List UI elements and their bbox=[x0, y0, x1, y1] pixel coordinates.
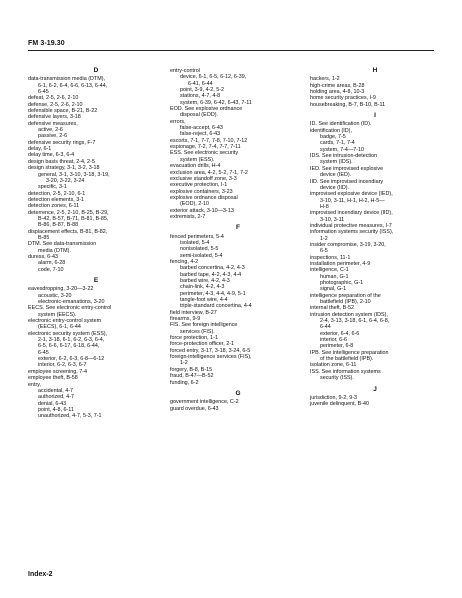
index-subentry: cards, 7-1, 7-4 bbox=[320, 140, 355, 147]
index-subentry: of the battlefield (IPB). bbox=[320, 356, 374, 363]
index-entry: force protection, 1-1 bbox=[170, 335, 218, 342]
index-entry: detection elements, 3-1 bbox=[28, 196, 85, 203]
index-subentry: stations, 4-7, 4-8 bbox=[180, 93, 221, 100]
section-letter: I bbox=[374, 112, 376, 120]
index-subentry: barbed concertina, 4-2, 4-3 bbox=[180, 265, 245, 272]
index-subentry: passive, 2-6 bbox=[38, 133, 68, 140]
index-entry: defensive layers, 3-18 bbox=[28, 114, 81, 121]
index-entry: fenced perimeters, 5-4 bbox=[170, 233, 224, 240]
index-entry: intelligence, C-1 bbox=[310, 267, 349, 274]
index-subentry: point, 3-9, 4-2, 5-2 bbox=[180, 87, 225, 94]
index-entry: displacement effects, B-81, B-82, bbox=[28, 228, 108, 235]
index-entry: executive protection, I-1 bbox=[170, 182, 228, 189]
index-entry: exclusive standoff zone, 3-3 bbox=[170, 175, 237, 182]
index-entry: defensible space, B-21, B-22 bbox=[28, 108, 98, 115]
index-subentry: isolated, 5-4 bbox=[180, 239, 210, 246]
index-entry: government intelligence, C-2 bbox=[170, 399, 239, 406]
index-subentry: services (FIS). bbox=[180, 328, 215, 335]
index-subentry: system (IDS). bbox=[320, 159, 353, 166]
index-subentry: tangle-foot wire, 4-4 bbox=[180, 297, 228, 304]
index-entry: foreign-intelligence services (FIS), bbox=[170, 354, 252, 361]
index-entry: funding, 6-2 bbox=[170, 379, 199, 386]
index-subentry: false-accept, 6-43 bbox=[180, 125, 223, 132]
index-subentry: exterior, 6-4, 6-6 bbox=[320, 330, 360, 337]
index-subentry: B-42, B-57, B-71, B-81, B-85, bbox=[38, 215, 109, 222]
index-entry: hackers, 1-2 bbox=[310, 76, 340, 83]
index-subentry: perimeter, 6-8 bbox=[320, 343, 354, 350]
index-entry: ID. See identification (ID). bbox=[310, 121, 372, 128]
index-subentry: system, 6-39, 6-42, 6-43, 7-11 bbox=[180, 99, 252, 106]
index-entry: DTM. See data-transmission bbox=[28, 241, 97, 248]
index-entry: forced entry, 3-17, 3-18, 3-24, 6-5 bbox=[170, 347, 251, 354]
index-subentry: interior, 6-6 bbox=[320, 337, 347, 344]
index-entry: identification (ID), bbox=[310, 127, 352, 134]
index-subentry: 6-5, 6-6, 6-17, 6-18, 6-44, bbox=[38, 343, 100, 350]
index-subentry: acoustic, 3-20 bbox=[38, 292, 72, 299]
index-entry: insider compromise, 3-19, 3-20, bbox=[310, 241, 386, 248]
index-subentry: 6-5 bbox=[320, 248, 328, 255]
index-subentry: photographic, G-1 bbox=[320, 280, 364, 286]
index-entry: employee theft, B-58 bbox=[28, 375, 78, 382]
index-entry: entry-control bbox=[170, 68, 200, 74]
index-subentry: (EOD), 2-10 bbox=[180, 201, 210, 208]
index-subentry: electronic-emanations, 3-20 bbox=[38, 299, 105, 306]
index-entry: eavesdropping, 3-20—3-22 bbox=[28, 286, 94, 293]
index-entry: forgery, B-8, B-15 bbox=[170, 366, 213, 373]
index-subentry: 6-41, 6-44 bbox=[188, 80, 213, 87]
index-subentry: exterior, 6-2, 6-3, 6-8—6-12 bbox=[38, 356, 105, 363]
index-entry: individual protective measures, I-7 bbox=[310, 222, 392, 229]
index-entry: defensive security rings, F-7 bbox=[28, 139, 96, 146]
index-subentry: 6-1, 6-2, 6-4, 6-6, 6-13, 6-44, bbox=[38, 82, 108, 89]
index-entry: duress, 6-43 bbox=[28, 253, 58, 260]
index-entry: delay, 6-1 bbox=[28, 146, 52, 153]
index-entry: field interview, B-27 bbox=[170, 309, 217, 316]
index-subentry: 3-10, 3-11, H-1, H-2, H-5— bbox=[320, 197, 385, 204]
index-entry: high-crime areas, B-28 bbox=[310, 82, 365, 89]
index-subentry: system (EECS). bbox=[38, 311, 77, 318]
index-subentry: system (ESS). bbox=[180, 156, 215, 163]
index-subentry: 2-1, 3-18, 6-1, 6-2, 6-3, 6-4, bbox=[38, 337, 105, 344]
index-subentry: unauthorized, 4-7, 5-3, 7-1 bbox=[38, 413, 102, 420]
index-entry: juvenile delinquent, B-40 bbox=[310, 401, 370, 408]
index-entry: EOD. See explosive ordnance bbox=[170, 106, 243, 113]
index-subentry: nonisolated, 5-5 bbox=[180, 246, 219, 253]
index-entry: ISS. See information systems bbox=[310, 368, 381, 375]
index-subentry: 6-45 bbox=[38, 349, 49, 356]
index-subentry: interior, 6-2, 6-3, 6-7 bbox=[38, 362, 87, 369]
index-subentry: security (ISS). bbox=[320, 375, 354, 382]
index-entry: detection zones, 6-11 bbox=[28, 203, 80, 210]
index-subentry: device, 6-1, 6-5, 6-12, 6-39, bbox=[180, 74, 247, 81]
index-entry: design strategy, 3-1, 3-2, 3-18 bbox=[28, 165, 100, 172]
index-entry: intrusion detection system (IDS), bbox=[310, 311, 388, 318]
section-letter: D bbox=[93, 67, 99, 74]
index-subentry: barbed wire, 4-2, 4-3 bbox=[180, 278, 230, 284]
index-subentry: H-8 bbox=[320, 203, 329, 210]
index-subentry: barbed tape, 4-2, 4-3, 4-4 bbox=[180, 271, 242, 278]
index-entry: IED. See improvised explosive bbox=[310, 165, 384, 172]
index-entry: force-protection officer, 2-1 bbox=[170, 341, 235, 348]
index-entry: improvised explosive device (IED), bbox=[310, 191, 393, 198]
index-entry: fraud, B-47—B-52 bbox=[170, 373, 214, 380]
index-entry: electronic entry-control system bbox=[28, 318, 102, 325]
section-letter: H bbox=[372, 67, 378, 74]
index-entry: delay time, 6-3, 6-4 bbox=[28, 152, 75, 159]
index-subentry: active, 2-6 bbox=[38, 127, 63, 134]
section-letter: J bbox=[373, 385, 377, 393]
header-rule bbox=[28, 50, 434, 51]
index-entry: IID. See improvised incendiary bbox=[310, 178, 384, 185]
index-entry: data-transmission media (DTM), bbox=[28, 76, 105, 83]
index-subentry: semi-isolated, 5-4 bbox=[180, 252, 223, 259]
index-entry: information systems security (ISS), bbox=[310, 229, 394, 236]
index-entry: explosive containers, 3-23 bbox=[170, 188, 233, 195]
index-subentry: denial, 6-43 bbox=[38, 400, 67, 407]
index-entry: FIS. See foreign intelligence bbox=[170, 322, 238, 329]
index-subentry: battlefield (IPB), 2-10 bbox=[320, 299, 371, 306]
index-entry: improvised incendiary device (IID), bbox=[310, 210, 393, 217]
index-subentry: disposal (EOD). bbox=[180, 112, 219, 119]
index-entry: exclusion area, 4-2, 5-2, 7-1, 7-2 bbox=[170, 169, 248, 176]
index-entry: home security practices, I-9 bbox=[310, 95, 376, 102]
index-entry: installation perimeter, 4-9 bbox=[310, 260, 371, 267]
index-subentry: media (DTM). bbox=[38, 247, 71, 254]
index-subentry: triple-standard concertina, 4-4 bbox=[180, 303, 252, 310]
index-subentry: 2-4, 3-13, 3-18, 6-1, 6-4, 6-8, bbox=[320, 318, 390, 325]
index-subentry: (EECS), 6-1, 6-44 bbox=[38, 324, 81, 331]
index-subentry: device (IID). bbox=[320, 184, 350, 191]
index-entry: employee screening, 7-4 bbox=[28, 368, 88, 375]
index-entry: ESS. See electronic security bbox=[170, 150, 239, 157]
index-subentry: device (IED). bbox=[320, 172, 352, 179]
page-footer: Index-2 bbox=[28, 571, 53, 578]
index-subentry: false-reject, 6-43 bbox=[180, 131, 221, 138]
index-entry: internal theft, B-52 bbox=[310, 305, 355, 312]
index-subentry: chain-link, 4-2, 4-3 bbox=[180, 284, 225, 291]
index-entry: IDS. See intrusion-detection bbox=[310, 153, 378, 160]
index-subentry: accidental, 4-7 bbox=[38, 387, 74, 394]
index-subentry: B-85 bbox=[38, 234, 50, 241]
index-entry: espionage, 7-2, 7-4, 7-7, 7-11 bbox=[170, 144, 241, 151]
index-entry: intelligence preparation of the bbox=[310, 292, 381, 299]
index-entry: defeat, 2-5, 2-6, 2-10 bbox=[28, 95, 79, 102]
index-entry: firearms, 9-9 bbox=[170, 316, 201, 323]
index-subentry: alarm, 6-28 bbox=[38, 260, 66, 267]
index-entry: design basis threat, 2-4, 2-5 bbox=[28, 158, 95, 165]
index-subentry: point, 4-8, 6-11 bbox=[38, 406, 74, 413]
index-entry: errors, bbox=[170, 118, 186, 125]
index-entry: entry, bbox=[28, 381, 42, 388]
index-subentry: authorized, 4-7 bbox=[38, 394, 74, 401]
index-entry: housebreaking, B-7, B-10, B-11 bbox=[310, 101, 386, 108]
index-entry: guard overdue, 6-43 bbox=[170, 405, 219, 412]
index-column-1 bbox=[28, 68, 164, 420]
index-subentry: 6-45 bbox=[38, 89, 49, 96]
index-subentry: 3-20, 3-22, 3-24 bbox=[46, 177, 85, 184]
index-subentry: B-86, B-87, B-88 bbox=[38, 222, 79, 229]
index-entry: defensive measures, bbox=[28, 120, 78, 127]
index-entry: inspections, 11-1 bbox=[310, 254, 351, 261]
index-entry: explosive ordnance disposal bbox=[170, 194, 238, 201]
index-subentry: human, G-1 bbox=[320, 273, 349, 280]
index-subentry: 1-2 bbox=[180, 360, 188, 367]
index-entry: extremists, 2-7 bbox=[170, 213, 206, 220]
index-entry: electronic security system (ESS), bbox=[28, 330, 108, 337]
index-entry: holding area, 4-8, 10-3 bbox=[310, 89, 365, 96]
index-entry: EECS. See electronic entry-control bbox=[28, 305, 112, 312]
index-subentry: system, 7-4—7-10 bbox=[320, 146, 365, 153]
index-entry: isolation zone, 6-11 bbox=[310, 362, 357, 369]
index-entry: jurisdiction, 9-2, 9-3 bbox=[310, 394, 358, 401]
index-subentry: perimeter, 4-3, 4-4, 4-9, 5-1 bbox=[180, 290, 246, 297]
index-subentry: code, 7-10 bbox=[38, 266, 64, 273]
index-entry: detection, 2-5, 2-10, 6-1 bbox=[28, 190, 86, 197]
index-subentry: badge, 7-5 bbox=[320, 134, 346, 141]
index-subentry: 6-44 bbox=[320, 324, 331, 331]
index-entry: exterior attack, 3-10—3-13 bbox=[170, 207, 234, 214]
index-column-2 bbox=[170, 68, 306, 412]
index-subentry: specific, 3-1 bbox=[38, 184, 67, 191]
index-entry: escorts, 7-1, 7-7, 7-8, 7-10, 7-12 bbox=[170, 137, 248, 144]
index-entry: fencing, 4-2 bbox=[170, 258, 199, 265]
index-column-3 bbox=[310, 68, 440, 408]
index-subentry: signal, G-1 bbox=[320, 286, 347, 293]
index-subentry: 3-10, 3-11 bbox=[320, 216, 345, 223]
section-letter: G bbox=[235, 389, 241, 397]
section-letter: F bbox=[236, 224, 240, 232]
index-entry: deterrence, 2-5, 2-10, B-25, B-29, bbox=[28, 209, 109, 216]
page-header: FM 3-19.30 bbox=[28, 40, 65, 47]
index-entry: evacuation drills, H-4 bbox=[170, 163, 221, 170]
index-subentry: 1-2 bbox=[320, 235, 328, 242]
index-subentry: general, 3-1, 3-10, 3-18, 3-19, bbox=[38, 171, 110, 178]
index-entry: defense, 2-5, 2-6, 2-10 bbox=[28, 101, 83, 108]
section-letter: E bbox=[93, 277, 99, 284]
index-entry: IPB. See intelligence preparation bbox=[310, 349, 389, 356]
